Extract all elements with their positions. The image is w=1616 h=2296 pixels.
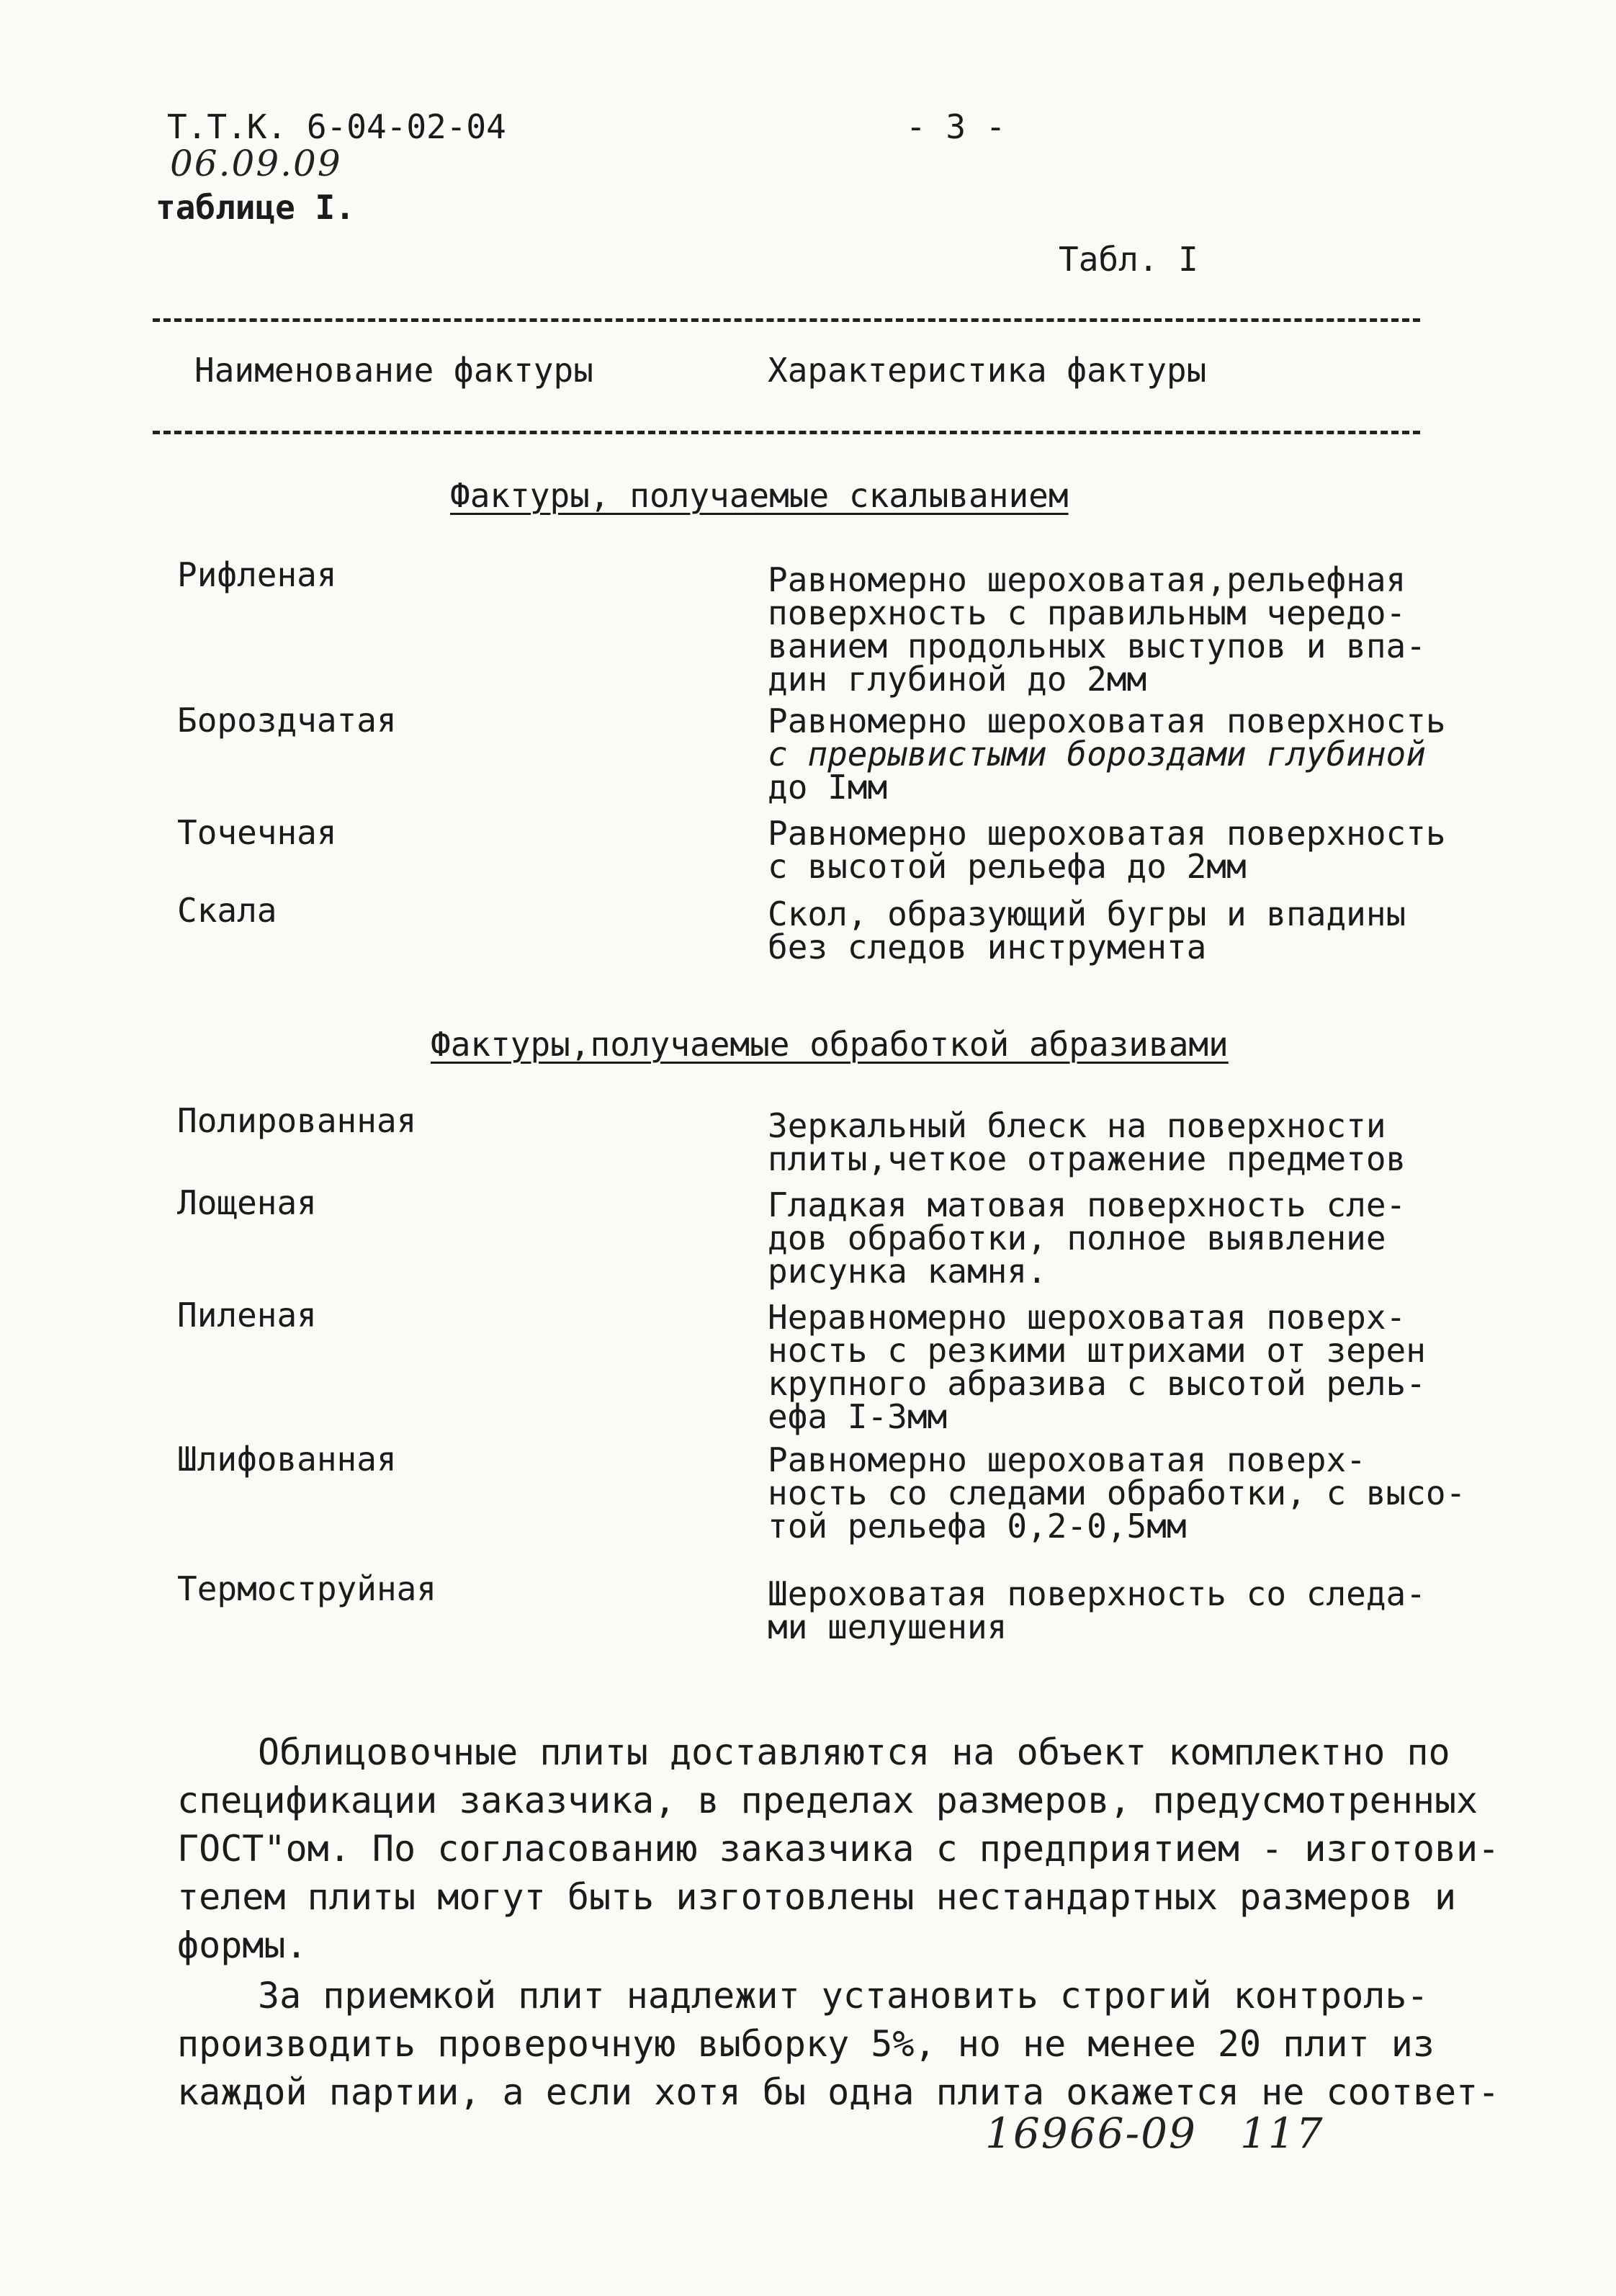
texture-characteristic bbox=[768, 1185, 1616, 1291]
texture-characteristic bbox=[768, 701, 1616, 807]
texture-name: Полированная bbox=[177, 1101, 417, 1140]
texture-characteristic bbox=[768, 560, 1616, 699]
characteristic-line: крупного абразива с высотой рель- bbox=[768, 1364, 1426, 1403]
characteristic-line: ми шелушения bbox=[768, 1607, 1007, 1646]
texture-characteristic bbox=[768, 1298, 1616, 1436]
characteristic-line: Гладкая матовая поверхность сле- bbox=[768, 1185, 1406, 1224]
texture-characteristic bbox=[768, 1574, 1616, 1646]
texture-characteristic bbox=[768, 894, 1616, 967]
characteristic-line: рисунка камня. bbox=[768, 1252, 1047, 1291]
paragraph-line: формы. bbox=[177, 1924, 308, 1966]
characteristic-line: до Iмм bbox=[768, 768, 888, 807]
texture-name: Бороздчатая bbox=[177, 701, 397, 740]
characteristic-line: Шероховатая поверхность со следа- bbox=[768, 1574, 1426, 1613]
characteristic-line: Равномерно шероховатая поверх- bbox=[768, 1440, 1366, 1479]
paragraph-line: телем плиты могут быть изготовлены нестандартных размеров и bbox=[177, 1876, 1457, 1918]
paragraph-line: Облицовочные плиты доставляются на объект комплектно по bbox=[258, 1731, 1450, 1773]
page-number: - 3 - bbox=[906, 107, 1006, 146]
characteristic-line: Скол, образующий бугры и впадины bbox=[768, 894, 1406, 933]
characteristic-line: дов обработки, полное выявление bbox=[768, 1219, 1386, 1257]
document-code: Т.Т.К. 6-04-02-04 bbox=[167, 107, 506, 146]
characteristic-line: ванием продольных выступов и впа- bbox=[768, 627, 1426, 665]
texture-name: Рифленая bbox=[177, 555, 337, 594]
characteristic-line: Зеркальный блеск на поверхности bbox=[768, 1106, 1386, 1145]
texture-name: Термоструйная bbox=[177, 1569, 437, 1608]
texture-name: Скала bbox=[177, 891, 277, 930]
paragraph-line: каждой партии, а если хотя бы одна плита окажется не соответ- bbox=[177, 2071, 1500, 2113]
texture-name: Лощеная bbox=[177, 1183, 317, 1222]
characteristic-line: ность со следами обработки, с высо- bbox=[768, 1474, 1466, 1512]
section-title: Фактуры,получаемые обработкой абразивами bbox=[431, 1025, 1229, 1064]
texture-characteristic bbox=[768, 1106, 1616, 1178]
paragraph-line: За приемкой плит надлежит установить строгий контроль- bbox=[258, 1975, 1429, 2017]
column-header-name: Наименование фактуры bbox=[194, 351, 593, 390]
handwritten-code: 16966-09 bbox=[985, 2109, 1197, 2158]
paragraph bbox=[177, 1972, 1499, 2117]
text-fragment: таблице I. bbox=[156, 188, 355, 227]
table-caption: Табл. I bbox=[1059, 240, 1198, 279]
paragraph-line: производить проверочную выборку 5%, но не менее 20 плит из bbox=[177, 2023, 1435, 2065]
characteristic-line: дин глубиной до 2мм bbox=[768, 660, 1147, 699]
characteristic-line: плиты,четкое отражение предметов bbox=[768, 1139, 1406, 1178]
paragraph bbox=[177, 1728, 1499, 1970]
characteristic-line: с высотой рельефа до 2мм bbox=[768, 847, 1247, 886]
table-top-rule bbox=[153, 318, 1420, 322]
texture-characteristic bbox=[768, 814, 1616, 886]
texture-name: Шлифованная bbox=[177, 1440, 397, 1479]
characteristic-line: ефа I-3мм bbox=[768, 1397, 948, 1436]
texture-name: Пиленая bbox=[177, 1296, 317, 1335]
characteristic-line: без следов инструмента bbox=[768, 928, 1207, 967]
paragraph-line: ГОСТ"ом. По согласованию заказчика с предприятием - изготови- bbox=[177, 1828, 1500, 1870]
table-header-rule bbox=[153, 431, 1420, 434]
column-header-characteristic: Характеристика фактуры bbox=[768, 351, 1207, 390]
handwritten-date: 06.09.09 bbox=[170, 143, 342, 184]
characteristic-line: Неравномерно шероховатая поверх- bbox=[768, 1298, 1406, 1337]
characteristic-line: с прерывистыми бороздами глубиной bbox=[768, 735, 1426, 773]
characteristic-line: Равномерно шероховатая поверхность bbox=[768, 701, 1446, 740]
characteristic-line: той рельефа 0,2-0,5мм bbox=[768, 1507, 1187, 1546]
characteristic-line: ность с резкими штрихами от зерен bbox=[768, 1331, 1426, 1370]
texture-name: Точечная bbox=[177, 813, 337, 852]
texture-characteristic bbox=[768, 1440, 1616, 1546]
section-title: Фактуры, получаемые скалыванием bbox=[450, 476, 1069, 515]
handwritten-sheet-number: 117 bbox=[1240, 2109, 1324, 2158]
characteristic-line: поверхность с правильным чередо- bbox=[768, 593, 1406, 632]
paragraph-line: спецификации заказчика, в пределах размеров, предусмотренных bbox=[177, 1780, 1478, 1821]
characteristic-line: Равномерно шероховатая,рельефная bbox=[768, 560, 1406, 599]
characteristic-line: Равномерно шероховатая поверхность bbox=[768, 814, 1446, 853]
